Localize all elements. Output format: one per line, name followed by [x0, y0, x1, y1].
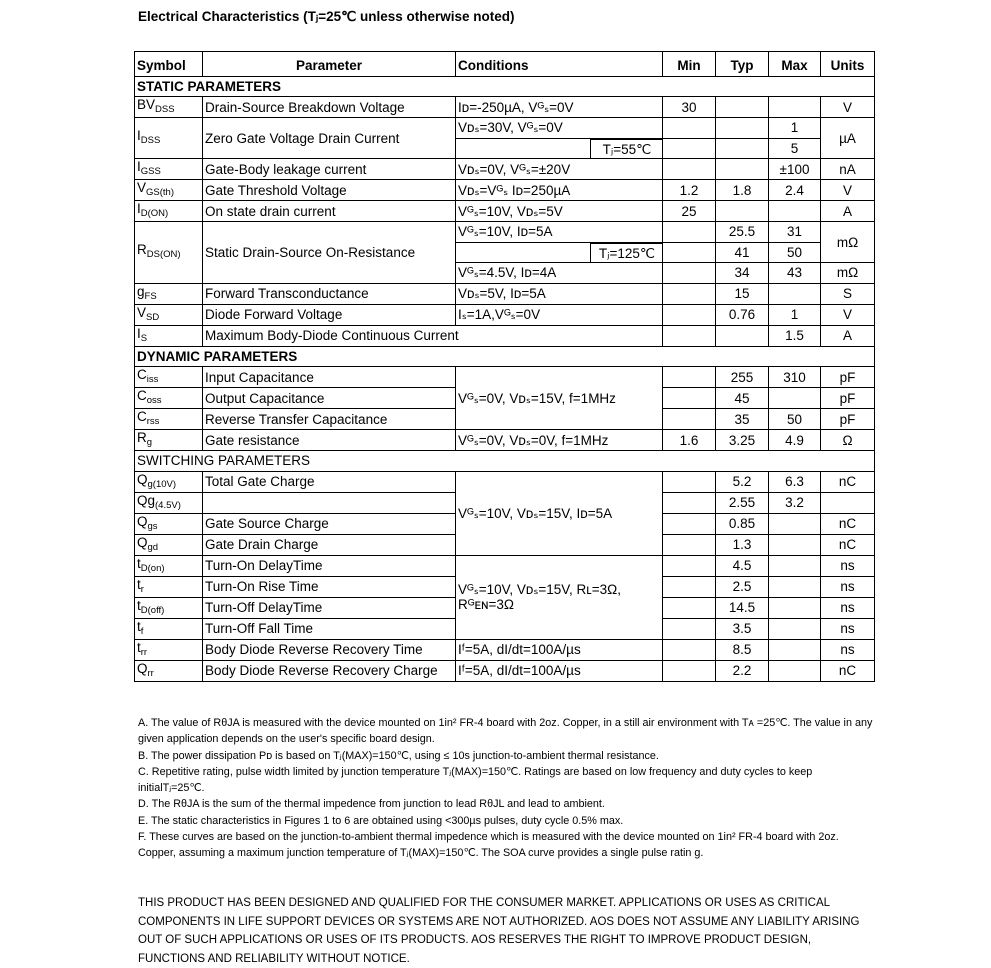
header-typ: Typ [716, 52, 769, 77]
max-cell: 3.2 [769, 492, 821, 513]
header-symbol: Symbol [135, 52, 203, 77]
table-row [135, 283, 875, 304]
parameter-cell: Zero Gate Voltage Drain Current [203, 118, 456, 159]
max-cell [769, 201, 821, 222]
max-cell: 6.3 [769, 471, 821, 492]
unit-cell: mΩ [821, 263, 875, 284]
section-switching: SWITCHING PARAMETERS [135, 451, 875, 472]
footnotes [138, 715, 878, 862]
table-row [135, 222, 875, 243]
header-parameter: Parameter [203, 52, 456, 77]
max-cell [769, 534, 821, 555]
condition-cell: Iₛ=1A,Vᴳₛ=0V [456, 304, 663, 325]
parameter-cell [203, 492, 456, 513]
symbol-cell: $t_f$ [135, 618, 203, 639]
typ-cell: 2.5 [716, 576, 769, 597]
symbol-cell: $I_S$ [135, 325, 203, 346]
typ-cell: 0.85 [716, 513, 769, 534]
symbol-cell: $C_{rss}$ [135, 409, 203, 430]
header-units: Units [821, 52, 875, 77]
condition-cell: Vᴳₛ=10V, Iᴅ=5A [456, 222, 663, 243]
table-row [135, 430, 875, 451]
symbol-cell: $Q_{gs}$ [135, 513, 203, 534]
parameter-cell: Gate Drain Charge [203, 534, 456, 555]
min-cell [663, 222, 716, 243]
unit-cell: ns [821, 639, 875, 660]
max-cell: 1 [769, 304, 821, 325]
typ-cell: 3.25 [716, 430, 769, 451]
table-header-row [135, 52, 875, 77]
symbol-cell: $t_{D(on)}$ [135, 555, 203, 576]
parameter-cell: Input Capacitance [203, 367, 456, 388]
parameter-cell: Diode Forward Voltage [203, 304, 456, 325]
symbol-cell: $Qg_{(4.5V)}$ [135, 492, 203, 513]
min-cell [663, 283, 716, 304]
symbol-cell: $g_{FS}$ [135, 283, 203, 304]
typ-cell: 5.2 [716, 471, 769, 492]
max-cell [769, 283, 821, 304]
condition-cell: Vᴅₛ=5V, Iᴅ=5A [456, 283, 663, 304]
min-cell [663, 367, 716, 388]
min-cell: 1.2 [663, 180, 716, 201]
symbol-cell: $I_{D(ON)}$ [135, 201, 203, 222]
unit-cell: Ω [821, 430, 875, 451]
typ-cell: 255 [716, 367, 769, 388]
typ-cell: 4.5 [716, 555, 769, 576]
parameter-cell: Turn-On DelayTime [203, 555, 456, 576]
min-cell [663, 492, 716, 513]
typ-cell: 0.76 [716, 304, 769, 325]
unit-cell: A [821, 201, 875, 222]
parameter-cell: Drain-Source Breakdown Voltage [203, 97, 456, 118]
min-cell [663, 304, 716, 325]
section-dynamic: DYNAMIC PARAMETERS [135, 346, 875, 367]
condition-cell: Vᴳₛ=0V, Vᴅₛ=15V, f=1MHz [456, 367, 663, 430]
condition-cell: Iᴅ=-250µA, Vᴳₛ=0V [456, 97, 663, 118]
unit-cell: ns [821, 597, 875, 618]
min-cell [663, 263, 716, 284]
symbol-cell: $C_{iss}$ [135, 367, 203, 388]
max-cell: 50 [769, 242, 821, 263]
unit-cell [821, 492, 875, 513]
max-cell [769, 576, 821, 597]
parameter-cell: Turn-Off Fall Time [203, 618, 456, 639]
symbol-cell: $I_{GSS}$ [135, 159, 203, 180]
unit-cell: A [821, 325, 875, 346]
condition-cell: Vᴳₛ=4.5V, Iᴅ=4A [456, 263, 663, 284]
table-row [135, 97, 875, 118]
max-cell [769, 639, 821, 660]
symbol-cell: $V_{SD}$ [135, 304, 203, 325]
unit-cell: µA [821, 118, 875, 159]
min-cell [663, 660, 716, 681]
condition-cell: Vᴳₛ=10V, Vᴅₛ=5V [456, 201, 663, 222]
footnote-b: B. The power dissipation Pᴅ is based on Tⱼ(MAX)=150℃, using ≤ 10s junction-to-ambient thermal resistance. [138, 749, 659, 762]
parameter-cell: Reverse Transfer Capacitance [203, 409, 456, 430]
max-cell: 50 [769, 409, 821, 430]
unit-cell: nC [821, 513, 875, 534]
symbol-cell: $R_{DS(ON)}$ [135, 222, 203, 284]
symbol-cell: $BV_{DSS}$ [135, 97, 203, 118]
unit-cell: ns [821, 555, 875, 576]
header-conditions: Conditions [456, 52, 663, 77]
min-cell [663, 471, 716, 492]
min-cell [663, 159, 716, 180]
max-cell [769, 513, 821, 534]
parameter-cell: Gate resistance [203, 430, 456, 451]
unit-cell: V [821, 180, 875, 201]
min-cell: 1.6 [663, 430, 716, 451]
max-cell: 43 [769, 263, 821, 284]
symbol-cell: $Q_{gd}$ [135, 534, 203, 555]
unit-cell: nC [821, 534, 875, 555]
max-cell: 4.9 [769, 430, 821, 451]
max-cell [769, 555, 821, 576]
min-cell [663, 409, 716, 430]
unit-cell: mΩ [821, 222, 875, 263]
min-cell [663, 388, 716, 409]
typ-cell: 14.5 [716, 597, 769, 618]
typ-cell [716, 159, 769, 180]
table-row [135, 180, 875, 201]
unit-cell: pF [821, 367, 875, 388]
table-row [135, 159, 875, 180]
page-title: Electrical Characteristics (Tⱼ=25℃ unless otherwise noted) [138, 9, 515, 24]
max-cell [769, 597, 821, 618]
section-static: STATIC PARAMETERS [135, 76, 875, 97]
parameter-cell: On state drain current [203, 201, 456, 222]
condition-cell: Vᴅₛ=30V, Vᴳₛ=0V [456, 118, 663, 139]
max-cell [769, 660, 821, 681]
typ-cell [716, 118, 769, 139]
typ-cell [716, 201, 769, 222]
symbol-cell: $t_{D(off)}$ [135, 597, 203, 618]
typ-cell: 3.5 [716, 618, 769, 639]
switching-condition-line-2: Rᴳᴇɴ=3Ω [458, 597, 515, 612]
max-cell: 5 [769, 138, 821, 159]
unit-cell: ns [821, 618, 875, 639]
table-row [135, 471, 875, 492]
symbol-cell: $C_{oss}$ [135, 388, 203, 409]
parameter-cell: Output Capacitance [203, 388, 456, 409]
typ-cell [716, 97, 769, 118]
symbol-cell: $t_{rr}$ [135, 639, 203, 660]
max-cell: 310 [769, 367, 821, 388]
table-row [135, 304, 875, 325]
parameter-cell: Total Gate Charge [203, 471, 456, 492]
parameter-cell: Gate Source Charge [203, 513, 456, 534]
symbol-cell: $I_{DSS}$ [135, 118, 203, 159]
max-cell: ±100 [769, 159, 821, 180]
switching-condition-line-1: Vᴳₛ=10V, Vᴅₛ=15V, Rʟ=3Ω, [458, 582, 621, 597]
typ-cell: 1.3 [716, 534, 769, 555]
typ-cell: 35 [716, 409, 769, 430]
min-cell [663, 534, 716, 555]
min-cell [663, 618, 716, 639]
min-cell [663, 639, 716, 660]
parameter-cell: Body Diode Reverse Recovery Time [203, 639, 456, 660]
typ-cell: 15 [716, 283, 769, 304]
table-row [135, 555, 875, 576]
parameter-cell: Maximum Body-Diode Continuous Current [203, 325, 663, 346]
condition-cell: Vᴅₛ=0V, Vᴳₛ=±20V [456, 159, 663, 180]
min-cell [663, 513, 716, 534]
table-row [135, 325, 875, 346]
table-row [135, 639, 875, 660]
unit-cell: nC [821, 471, 875, 492]
min-cell [663, 242, 716, 263]
symbol-cell: $t_r$ [135, 576, 203, 597]
disclaimer: THIS PRODUCT HAS BEEN DESIGNED AND QUALIFIED FOR THE CONSUMER MARKET. APPLICATIONS OR USES AS CRITICAL COMPONENTS IN LIFE SUPPORT DEVICES OR SYSTEMS ARE NOT AUTHORIZED. AOS DOES NOT ASSUME ANY LIABILITY ARISING OUT OF SUCH APPLICATIONS OR USES OF ITS PRODUCTS. AOS RESERVES THE RIGHT TO IMPROVE PRODUCT DESIGN, FUNCTIONS AND RELIABILITY WITHOUT NOTICE. [138, 897, 860, 965]
condition-cell: Vᴳₛ=10V, Vᴅₛ=15V, Iᴅ=5A [456, 471, 663, 555]
footnote-a: A. The value of RθJA is measured with the device mounted on 1in² FR-4 board with 2oz. Copper, in a still air environment with Tᴀ =25℃. The value in any given application depends on the user's specific board design. [138, 717, 873, 746]
condition-cell [456, 242, 663, 263]
typ-cell: 41 [716, 242, 769, 263]
condition-cell: Iᶠ=5A, dI/dt=100A/µs [456, 660, 663, 681]
parameter-cell: Gate-Body leakage current [203, 159, 456, 180]
unit-cell: nC [821, 660, 875, 681]
table-row [135, 118, 875, 139]
symbol-cell: $R_g$ [135, 430, 203, 451]
max-cell [769, 97, 821, 118]
header-min: Min [663, 52, 716, 77]
typ-cell [716, 138, 769, 159]
typ-cell: 34 [716, 263, 769, 284]
parameter-cell: Gate Threshold Voltage [203, 180, 456, 201]
unit-cell: V [821, 304, 875, 325]
typ-cell: 8.5 [716, 639, 769, 660]
symbol-cell: $V_{GS(th)}$ [135, 180, 203, 201]
condition-cell [456, 138, 663, 159]
max-cell: 31 [769, 222, 821, 243]
min-cell [663, 118, 716, 139]
tj-condition: Tⱼ=125℃ [590, 243, 663, 263]
condition-cell: Iᶠ=5A, dI/dt=100A/µs [456, 639, 663, 660]
typ-cell: 45 [716, 388, 769, 409]
min-cell [663, 597, 716, 618]
max-cell: 1.5 [769, 325, 821, 346]
parameter-cell: Forward Transconductance [203, 283, 456, 304]
typ-cell: 1.8 [716, 180, 769, 201]
footnote-d: D. The RθJA is the sum of the thermal impedence from junction to lead RθJL and lead to ambient. [138, 798, 605, 811]
unit-cell: nA [821, 159, 875, 180]
max-cell: 2.4 [769, 180, 821, 201]
condition-cell: Vᴅₛ=Vᴳₛ Iᴅ=250µA [456, 180, 663, 201]
header-max: Max [769, 52, 821, 77]
electrical-characteristics-table [134, 51, 875, 682]
footnote-f: F. These curves are based on the junction-to-ambient thermal impedence which is measured with the device mounted on 1in² FR-4 board with 2oz. Copper, assuming a maximum junction temperature of Tⱼ(MAX)=150℃. The SOA curve provides a single pulse ratin g. [138, 831, 839, 860]
min-cell [663, 138, 716, 159]
unit-cell: S [821, 283, 875, 304]
condition-cell [456, 555, 663, 639]
footnote-e: E. The static characteristics in Figures 1 to 6 are obtained using <300µs pulses, duty cycle 0.5% max. [138, 814, 624, 827]
typ-cell: 2.2 [716, 660, 769, 681]
table-row [135, 660, 875, 681]
max-cell [769, 388, 821, 409]
condition-cell: Vᴳₛ=0V, Vᴅₛ=0V, f=1MHz [456, 430, 663, 451]
max-cell [769, 618, 821, 639]
typ-cell [716, 325, 769, 346]
parameter-cell: Static Drain-Source On-Resistance [203, 222, 456, 284]
parameter-cell: Turn-On Rise Time [203, 576, 456, 597]
parameter-cell: Turn-Off DelayTime [203, 597, 456, 618]
unit-cell: pF [821, 388, 875, 409]
max-cell: 1 [769, 118, 821, 139]
footnote-c: C. Repetitive rating, pulse width limited by junction temperature Tⱼ(MAX)=150℃. Ratings are based on low frequency and duty cycles to keep initialTⱼ=25℃. [138, 765, 813, 795]
min-cell [663, 555, 716, 576]
symbol-cell: $Q_{g(10V)}$ [135, 471, 203, 492]
parameter-cell: Body Diode Reverse Recovery Charge [203, 660, 456, 681]
min-cell: 30 [663, 97, 716, 118]
symbol-cell: $Q_{rr}$ [135, 660, 203, 681]
typ-cell: 25.5 [716, 222, 769, 243]
typ-cell: 2.55 [716, 492, 769, 513]
tj-condition: Tⱼ=55℃ [590, 139, 663, 159]
min-cell [663, 325, 716, 346]
table-row [135, 367, 875, 388]
unit-cell: pF [821, 409, 875, 430]
min-cell: 25 [663, 201, 716, 222]
unit-cell: V [821, 97, 875, 118]
table-row [135, 201, 875, 222]
unit-cell: ns [821, 576, 875, 597]
min-cell [663, 576, 716, 597]
